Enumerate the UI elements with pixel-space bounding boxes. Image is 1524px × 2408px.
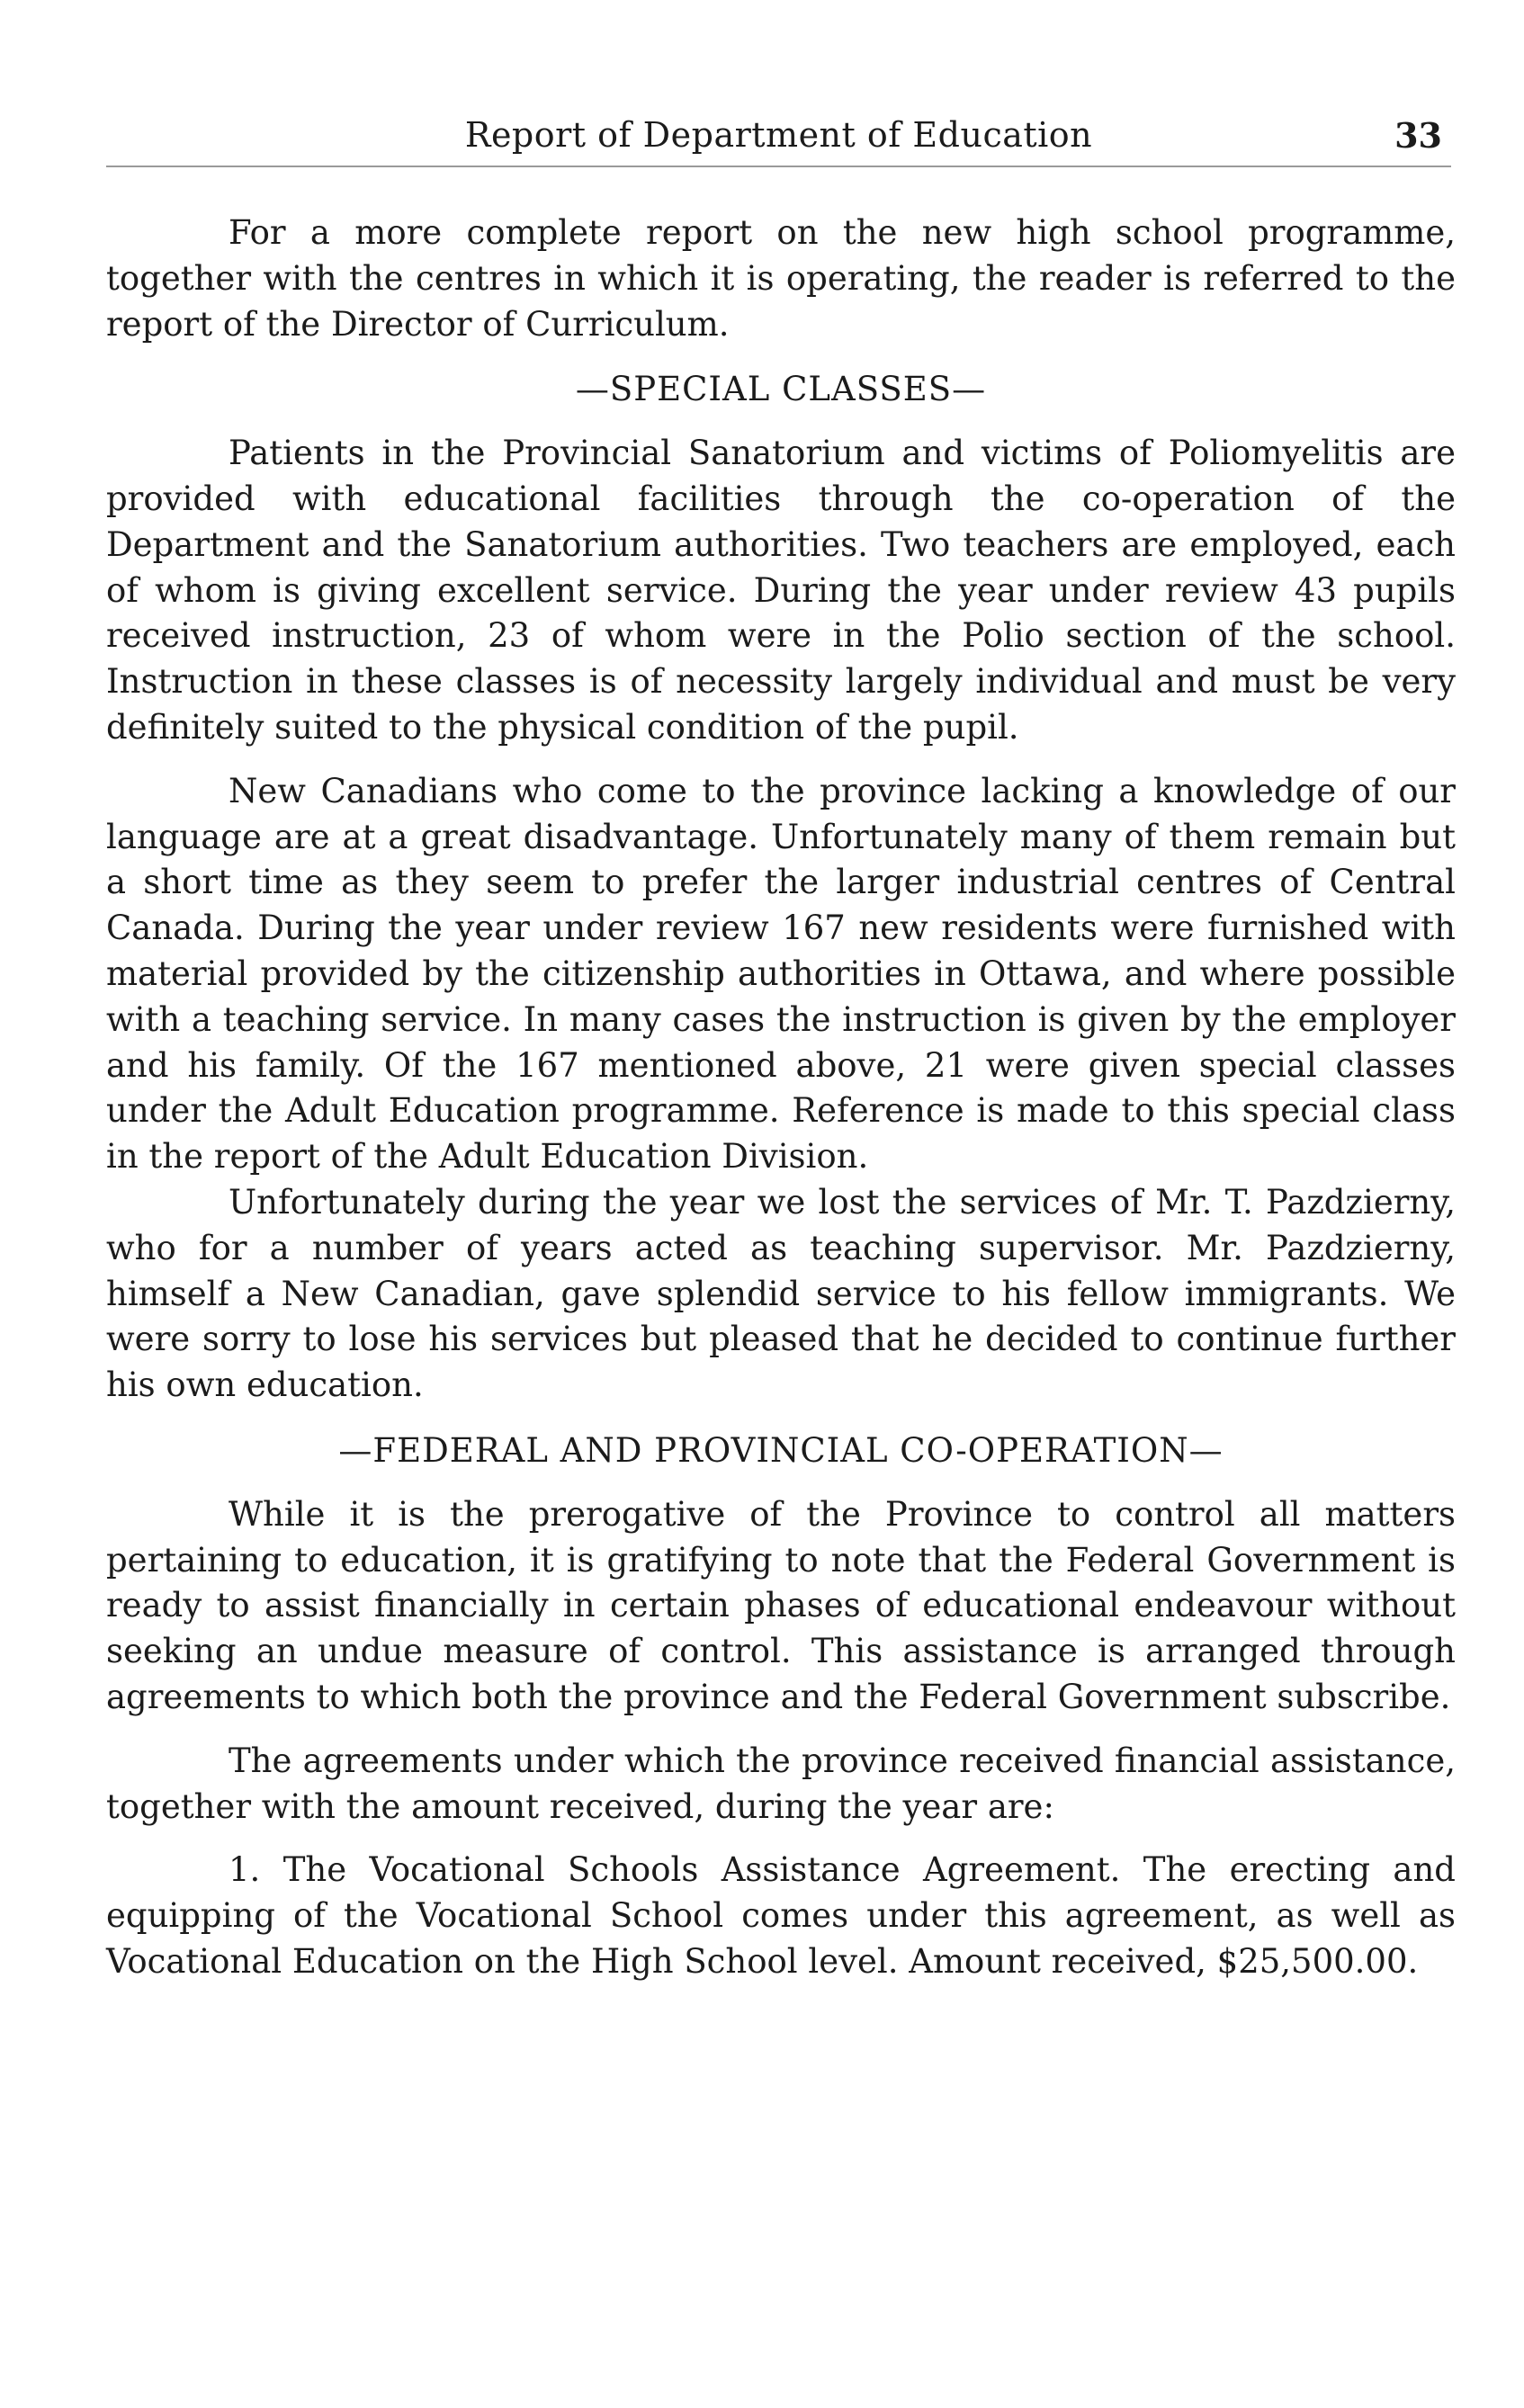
header-rule	[106, 166, 1451, 167]
special-classes-paragraph-3: Unfortunately during the year we lost the services of Mr. T. Pazdzierny, who for a number of years acted as teaching supervisor. Mr. Pazdzierny, himself a New Canadian, gave splendid service to his fellow immigrants. We were sorry to lose his services but pleased that he decided to continue further his own education.	[106, 1182, 1456, 1405]
special-classes-heading: —SPECIAL CLASSES—	[575, 370, 987, 409]
body-text	[106, 210, 1456, 2003]
federal-provincial-heading: —FEDERAL AND PROVINCIAL CO-OPERATION—	[338, 1430, 1224, 1470]
special-classes-paragraph-2: New Canadians who come to the province lacking a knowledge of our language are at a great disadvantage. Unfortunately many of them remain but a short time as they seem to prefer the larger industrial centres of Central Canada. During the year under review 167 new residents were furnished with material provided by the citizenship authorities in Ottawa, and where possible with a teaching service. In many cases the instruction is given by the employer and his family. Of the 167 mentioned above, 21 were given special classes under the Adult Education programme. Reference is made to this special class in the report of the Adult Education Division.	[106, 771, 1456, 1177]
special-classes-paragraph-1: Patients in the Provincial Sanatorium and victims of Poliomyelitis are provided with educational facilities through the co-operation of the Department and the Sanatorium authorities. Two teachers are employed, each of whom is giving excellent service. During the year under review 43 pupils received instruction, 23 of whom were in the Polio section of the school. Instruction in these classes is of necessity largely individual and must be very definitely suited to the physical condition of the pupil.	[106, 434, 1456, 747]
federal-provincial-paragraph-1: While it is the prerogative of the Province to control all matters pertaining to education, it is gratifying to note that the Federal Government is ready to assist financially in certain phases of educational endeavour without seeking an undue measure of control. This assistance is arranged through agreements to which both the province and the Federal Government subscribe.	[106, 1494, 1456, 1716]
agreement-item-1: 1. The Vocational Schools Assistance Agreement. The erecting and equipping of the Vocational School comes under this agreement, as well as Vocational Education on the High School level. Amount received, $25,500.00.	[106, 1850, 1456, 1981]
federal-provincial-paragraph-2: The agreements under which the province received financial assistance, together with the amount received, during the year are:	[106, 1741, 1456, 1826]
intro-paragraph: For a more complete report on the new high school programme, together with the centres in which it is operating, the reader is referred to the report of the Director of Curriculum.	[106, 213, 1456, 344]
running-title: Report of Department of Education	[464, 115, 1093, 155]
page-number: 33	[1394, 115, 1442, 156]
page-header	[106, 112, 1451, 164]
